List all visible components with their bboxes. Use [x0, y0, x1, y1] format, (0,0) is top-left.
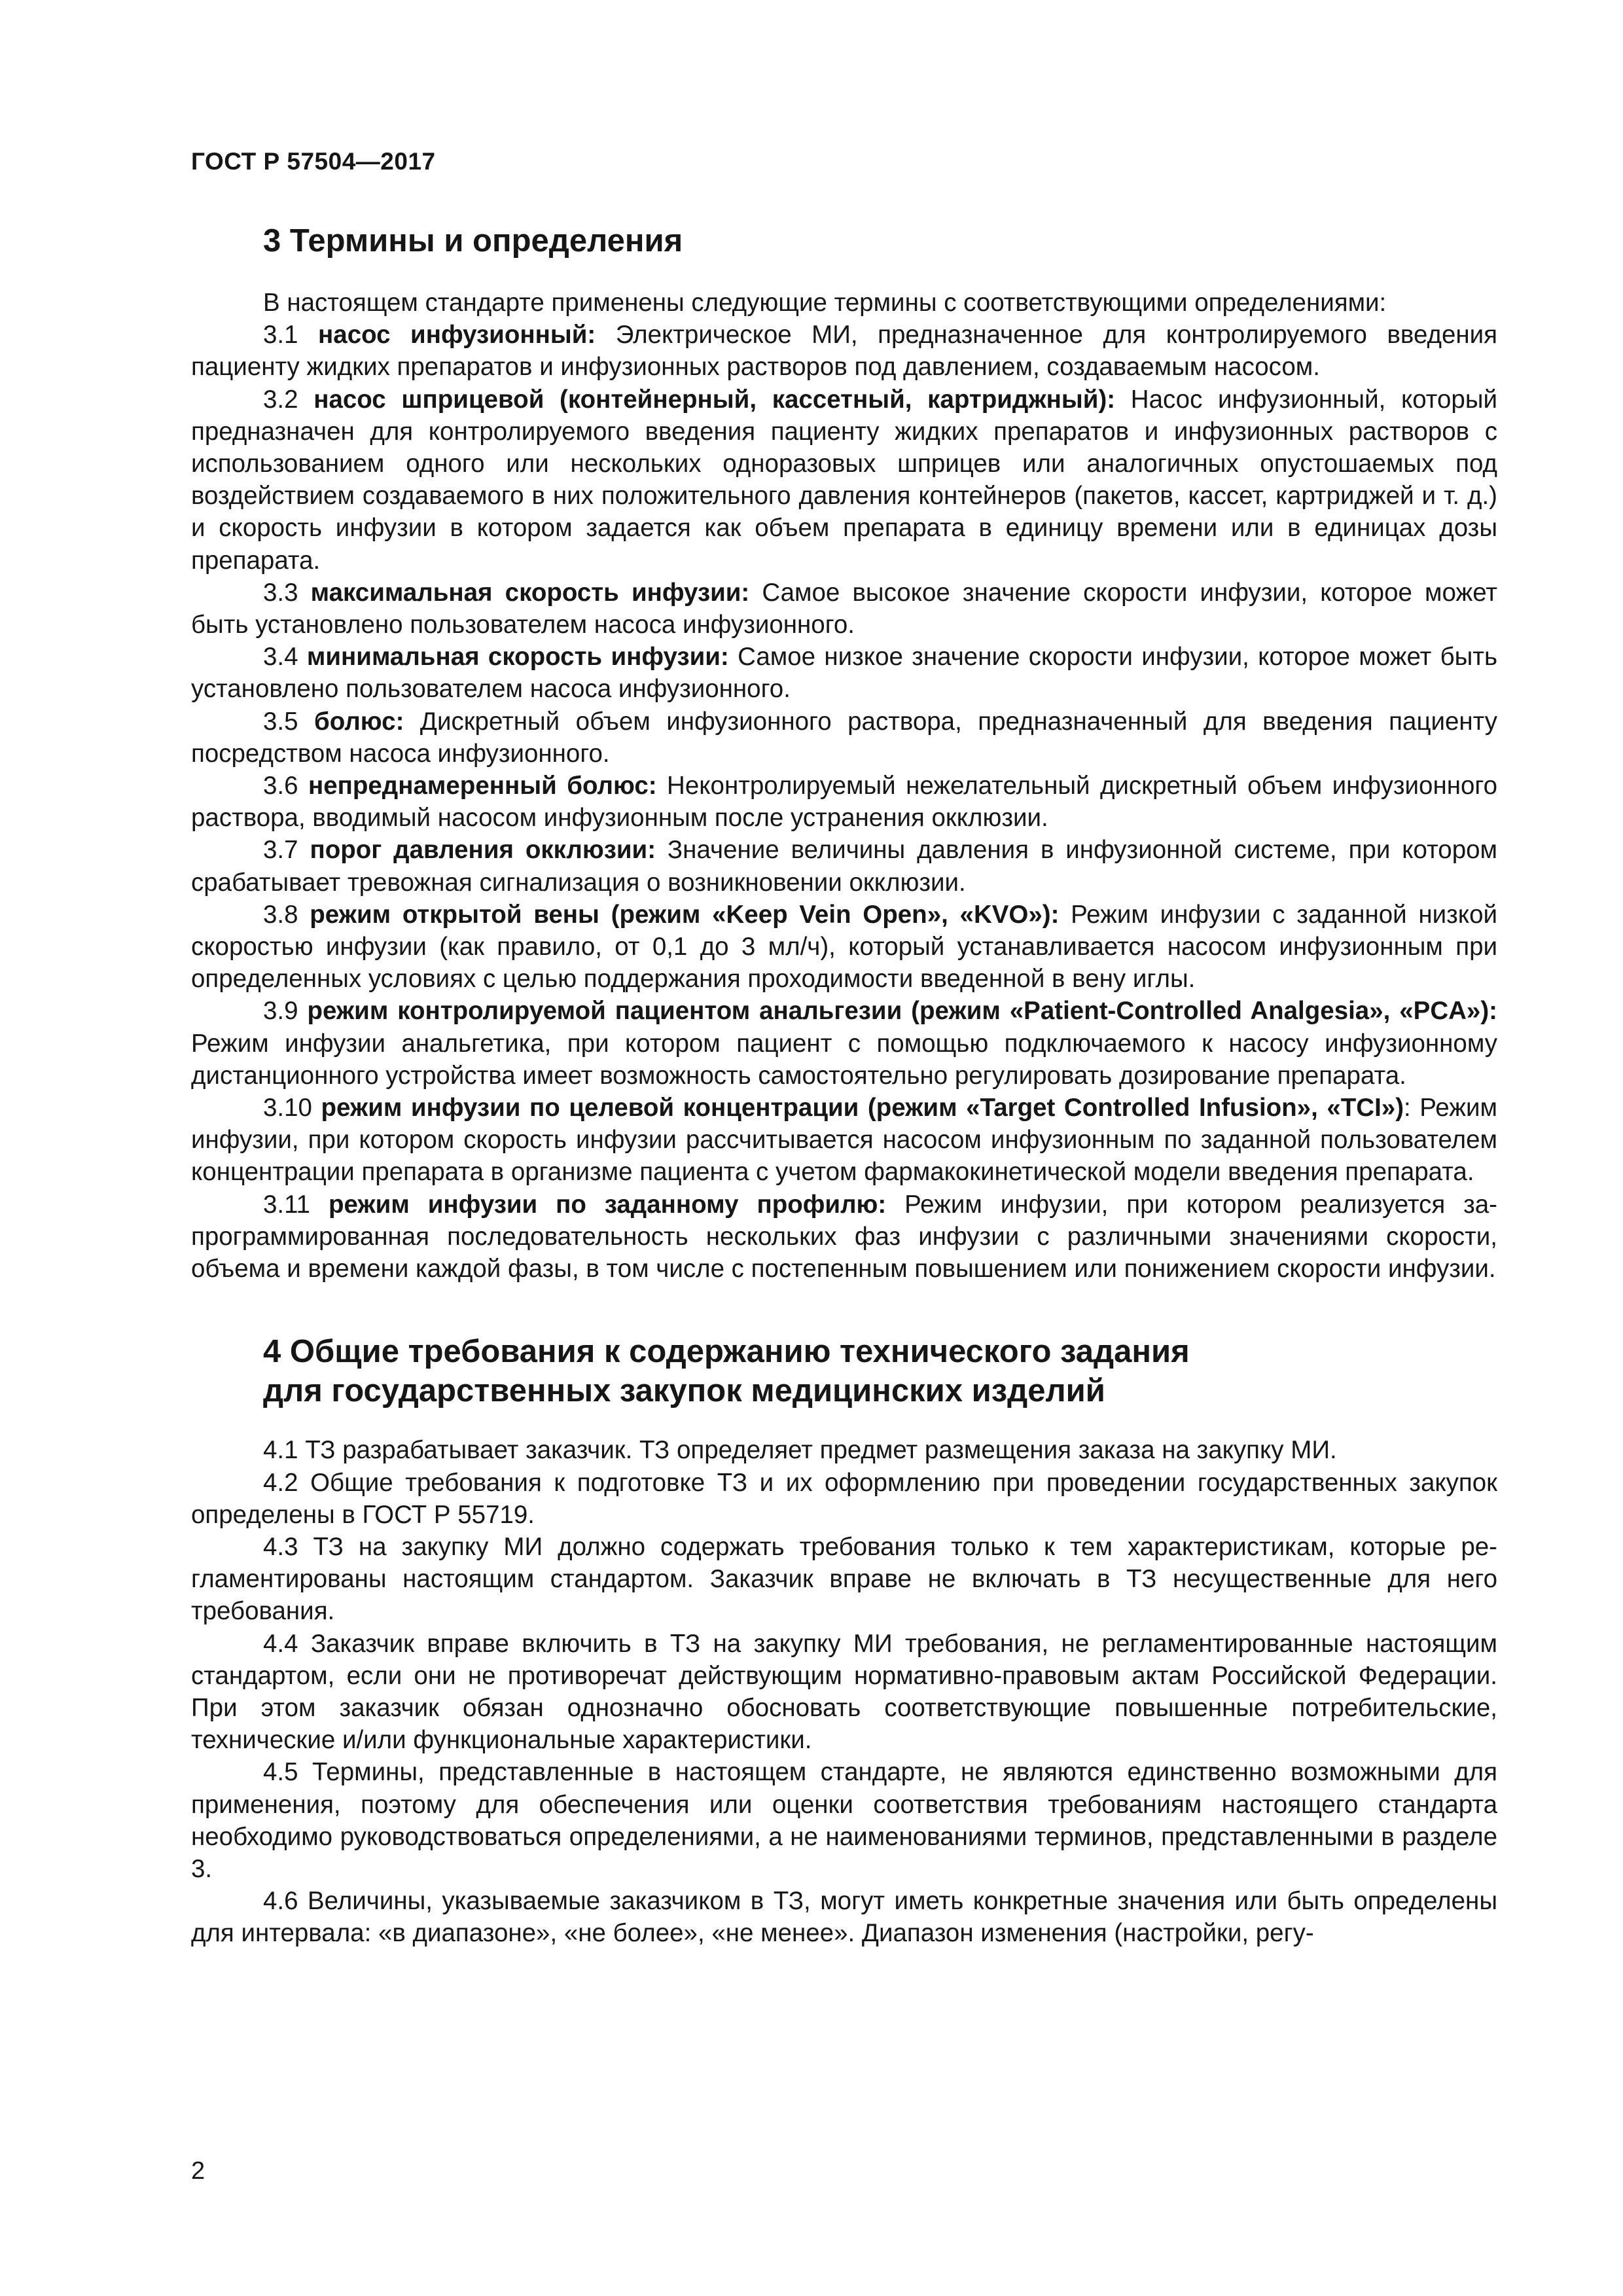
term-number: 3.1: [263, 321, 319, 350]
term-name: режим инфузии по целевой концентрации (режим «Target Controlled Infusion», «TCI»): [321, 1094, 1404, 1122]
term-definition: Значение величины давления в инфузионной системе, при котором срабатывает тревожная сигнализация о возникновении окклюзии.: [191, 836, 1498, 897]
term-definition: Режим инфузии анальгетика, при котором пациент с помощью подключаемого к насосу инфузионному дистанционного устройства имеет возможность самостоятельно регулировать дозирование препарата.: [191, 1029, 1497, 1090]
term-number: 3.6: [263, 772, 308, 800]
term-name: максимальная скорость инфузии:: [310, 578, 750, 607]
term-3-5: [191, 706, 1497, 770]
document-code: ГОСТ Р 57504—2017: [191, 148, 436, 175]
term-number: 3.2: [263, 385, 314, 414]
clause-4-5: 4.5 Термины, представленные в настоящем стандарте, не являются единственно возможными для применения, поэтому для обеспечения или оценки соответствия требованиям настоящего стандарта необходимо руководствоваться определениями, а не наименованиями терминов, представленными в разделе 3.: [191, 1758, 1497, 1883]
section-3-title: 3 Термины и определения: [263, 223, 683, 259]
section-4-title: [263, 1332, 1497, 1410]
term-definition: : Режим инфузии, при котором скорость инфузии рассчитывается насосом инфузионным по заданной пользователем концентрации препарата в организме пациента с учетом фармакокинетической модели введения препарата.: [191, 1094, 1497, 1187]
section-4-title-line-1: 4 Общие требования к содержанию технического задания: [263, 1334, 1190, 1370]
term-name: режим открытой вены (режим «Keep Vein Open», «KVO»):: [310, 900, 1060, 929]
term-3-7: [191, 834, 1497, 898]
term-number: 3.4: [263, 643, 307, 672]
term-3-4: [191, 641, 1497, 705]
term-number: 3.8: [263, 900, 310, 929]
section-4-title-line-2: для государственных закупок медицинских изделий: [263, 1373, 1105, 1409]
term-definition: Неконтролируемый нежелательный дискретный объем инфузионного раствора, вводимый насосом инфузионным после устранения окклюзии.: [191, 772, 1497, 833]
term-3-8: [191, 899, 1497, 996]
term-name: порог давления окклюзии:: [310, 836, 656, 865]
page-content: [191, 221, 1497, 1950]
clause-4-4: 4.4 Заказчик вправе включить в ТЗ на закупку МИ требования, не регламентированные настоящим стандартом, если они не противоречат действующим нормативно-правовым актам Российской Федерации. При этом заказчик обязан однозначно обосновать соответствующие повышенные потребительские, технические и/или функциональные характеристики.: [191, 1629, 1497, 1755]
term-3-3: [191, 577, 1497, 641]
term-definition: Режим инфузии с заданной низкой скоростью инфузии (как правило, от 0,1 до 3 мл/ч), который устанавливается насосом инфузионным при определенных условиях с целью поддержания проходимости введенной в вену иглы.: [191, 900, 1497, 994]
term-number: 3.10: [263, 1094, 321, 1122]
clause-4-3: 4.3 ТЗ на закупку МИ должно содержать требования только к тем характеристикам, которые регламентированы настоящим стандартом. Заказчик вправе не включать в ТЗ несущественные для него требования.: [191, 1532, 1497, 1626]
term-name: режим контролируемой пациентом анальгезии (режим «Patient-Controlled Analgesia», «PCA»):: [307, 997, 1497, 1026]
term-3-1: [191, 319, 1497, 383]
term-number: 3.11: [263, 1190, 329, 1219]
term-3-6: [191, 770, 1497, 834]
term-number: 3.5: [263, 707, 314, 736]
term-name: минимальная скорость инфузии:: [306, 643, 729, 672]
term-name: режим инфузии по заданному профилю:: [328, 1190, 887, 1219]
term-name: насос инфузионный:: [318, 321, 596, 350]
page-number: 2: [191, 2157, 205, 2185]
term-definition: Насос инфузионный, который предназначен для контролируемого введения пациенту жидких препаратов и инфузионных растворов с использованием одного или нескольких одноразовых шприцев или аналогичных опустошаемых под воздействием создаваемого в них положительного давления контейнеров (пакетов, кассет, картриджей и т. д.) и скорость инфузии в котором задается как объем препарата в единицу времени или в единицах дозы препарата.: [191, 385, 1498, 575]
term-3-11: [191, 1189, 1497, 1285]
term-definition: Самое низкое значение скорости инфузии, которое может быть установлено пользователем насоса инфузионного.: [191, 643, 1497, 704]
term-number: 3.7: [263, 836, 310, 865]
term-definition: Электрическое МИ, предназначенное для контролируемого введения пациенту жидких препаратов и инфузионных растворов под давлением, создаваемым насосом.: [191, 321, 1498, 382]
term-number: 3.3: [263, 578, 311, 607]
term-3-2: [191, 384, 1497, 577]
clause-4-2: 4.2 Общие требования к подготовке ТЗ и их оформлению при проведении государственных закупок определены в ГОСТ Р 55719.: [191, 1468, 1497, 1529]
term-name: непреднамеренный болюс:: [308, 772, 657, 800]
section-3-intro: В настоящем стандарте применены следующие термины с соответствующими определениями:: [263, 289, 1387, 317]
term-number: 3.9: [263, 997, 308, 1026]
term-definition: Самое высокое значение скорости инфузии, которое может быть установлено пользователем насоса инфузионного.: [191, 578, 1497, 639]
term-name: насос шприцевой (контейнерный, кассетный, картриджный):: [313, 385, 1116, 414]
term-definition: Дискретный объем инфузионного раствора, предназначенный для введения пациенту посредством насоса инфузионного.: [191, 707, 1497, 768]
term-definition: Режим инфузии, при котором реализуется запрограммированная последовательность нескольких фаз инфузии с различными значениями скорости, объема и времени каждой фазы, в том числе с постепенным повышением или понижением скорости инфузии.: [191, 1190, 1497, 1283]
term-name: болюс:: [314, 707, 404, 736]
clause-4-1: 4.1 ТЗ разрабатывает заказчик. ТЗ определяет предмет размещения заказа на закупку МИ.: [263, 1436, 1337, 1465]
term-3-10: [191, 1092, 1497, 1189]
clause-4-6: 4.6 Величины, указываемые заказчиком в ТЗ, могут иметь конкретные значения или быть определены для интервала: «в диапазоне», «не более», «не менее». Диапазон изменения (настройки, регу-: [191, 1887, 1497, 1948]
term-3-9: [191, 995, 1497, 1092]
